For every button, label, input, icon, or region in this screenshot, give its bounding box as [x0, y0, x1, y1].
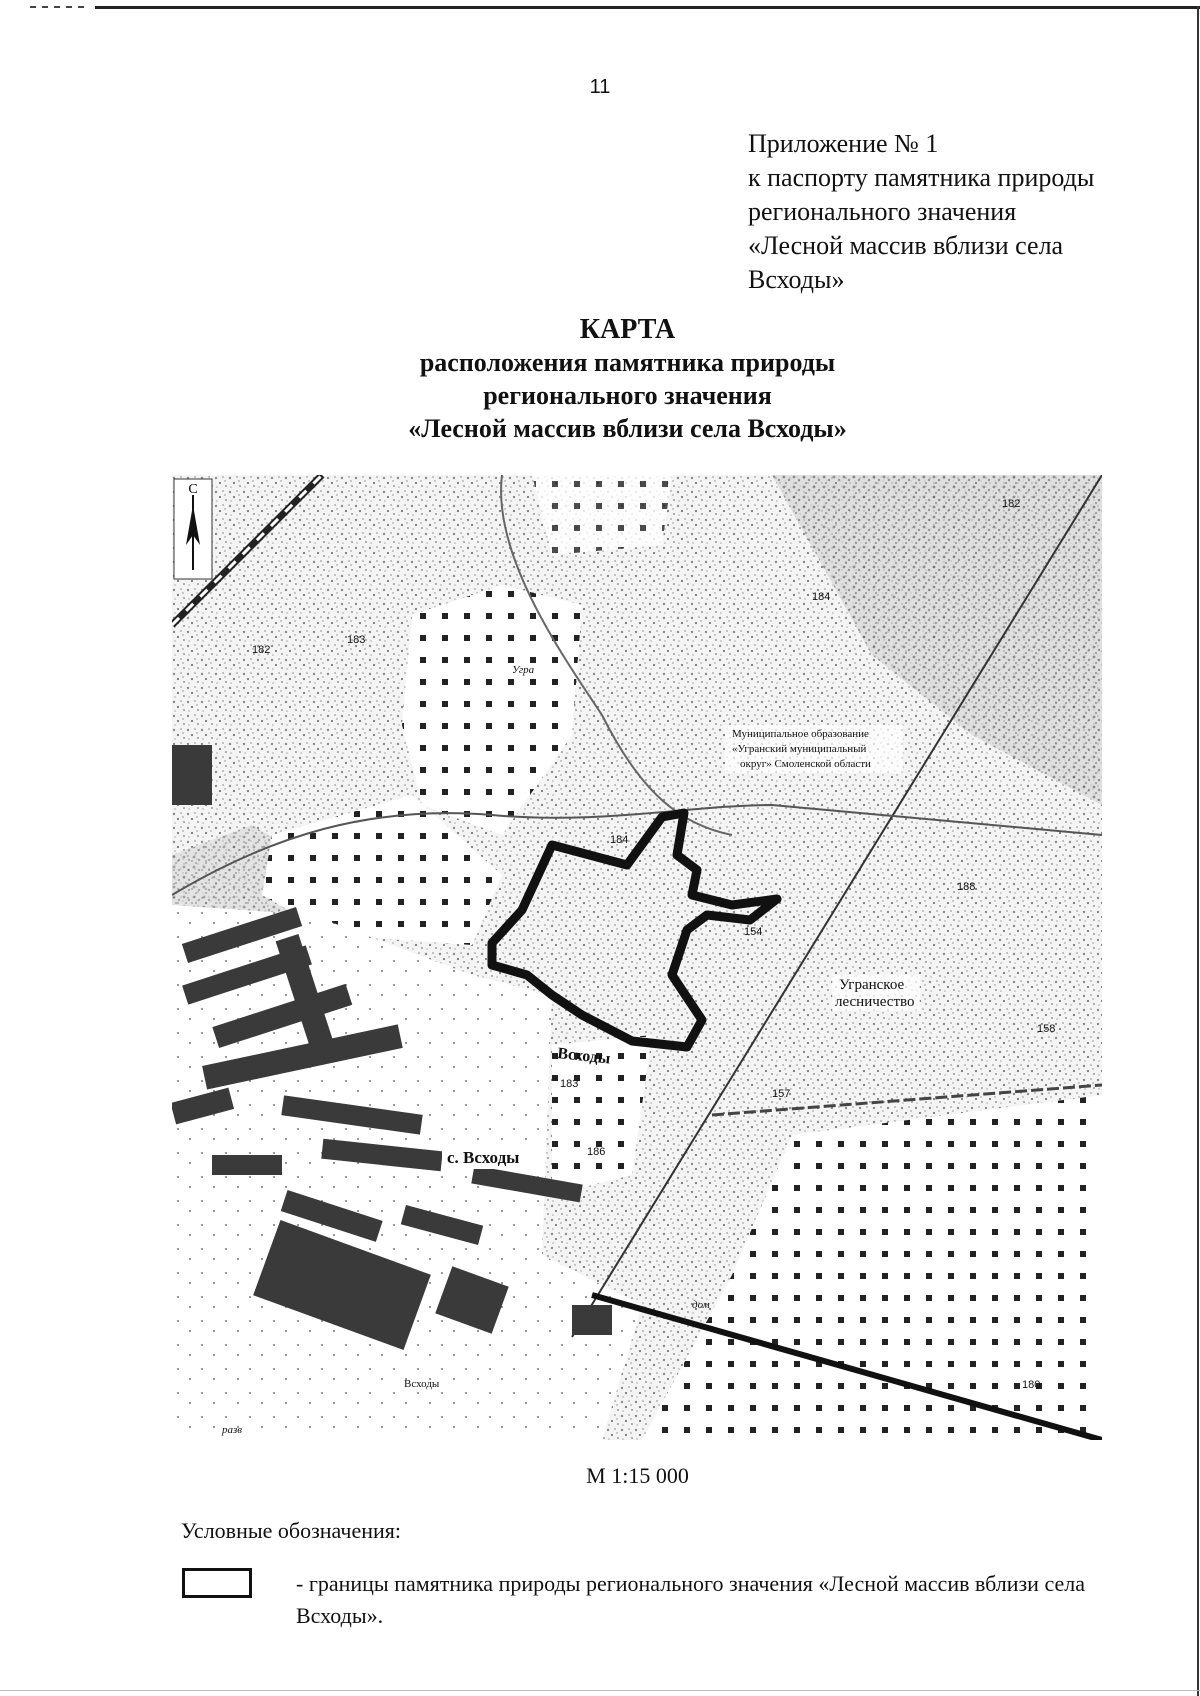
village-road-label: Всходы	[404, 1378, 440, 1390]
scan-artifact-dashes	[30, 6, 90, 8]
area-label: Всходы	[556, 1045, 612, 1068]
elevation-mark: 183	[347, 634, 366, 646]
elevation-mark: 184	[812, 591, 831, 603]
municipality-label: округ» Смоленской области	[740, 758, 871, 770]
title-line: «Лесной массив вблизи села Всходы»	[408, 414, 847, 443]
river-label: Угра	[512, 664, 535, 676]
appendix-line: к паспорту памятника природы	[748, 163, 1095, 192]
dom-label: дом	[692, 1299, 710, 1311]
north-mark: С	[188, 482, 198, 497]
scan-artifact-right-line	[1197, 6, 1199, 1696]
topographic-map	[172, 475, 1102, 1440]
elevation-mark: 182	[1002, 498, 1021, 510]
appendix-header	[748, 127, 1188, 297]
forestry-label: лесничество	[835, 994, 915, 1010]
appendix-line: «Лесной массив вблизи села	[748, 231, 1064, 260]
legend-boundary-swatch	[182, 1568, 252, 1598]
scan-artifact-top-line	[95, 6, 1200, 9]
appendix-line: Приложение № 1	[748, 129, 939, 158]
elevation-mark: 154	[744, 926, 763, 938]
scan-artifact-bottom-line	[0, 1690, 1200, 1691]
north-arrow	[174, 479, 212, 579]
elevation-mark: 182	[252, 644, 271, 656]
municipality-label: Муниципальное образование	[732, 728, 869, 740]
elevation-mark: 157	[772, 1088, 791, 1100]
document-title	[0, 313, 1200, 445]
elevation-mark: 158	[1037, 1023, 1056, 1035]
elevation-mark: 183	[560, 1078, 579, 1090]
map-canvas	[172, 475, 1102, 1440]
forestry-label: Угранское	[839, 977, 905, 993]
razv-label: разв	[222, 1424, 243, 1436]
elevation-mark: 186	[587, 1146, 606, 1158]
title-line: расположения памятника природы	[419, 348, 836, 377]
elevation-mark: 184	[610, 834, 629, 846]
municipality-label: «Угранский муниципальный	[732, 743, 867, 755]
elevation-mark: 180	[1022, 1379, 1041, 1391]
legend-item-text: - границы памятника природы регионального значения «Лесной массив вблизи села Всходы».	[296, 1571, 1085, 1628]
appendix-line: Всходы»	[748, 265, 845, 294]
title-line: регионального значения	[483, 381, 772, 410]
appendix-line: регионального значения	[748, 197, 1017, 226]
elevation-mark: 188	[957, 881, 976, 893]
legend-heading: Условные обозначения:	[181, 1518, 402, 1543]
field-top	[532, 475, 672, 555]
village-label: с. Всходы	[447, 1148, 520, 1167]
title-main: КАРТА	[579, 314, 676, 345]
map-scale: М 1:15 000	[586, 1463, 689, 1488]
page-number: 11	[589, 76, 611, 98]
